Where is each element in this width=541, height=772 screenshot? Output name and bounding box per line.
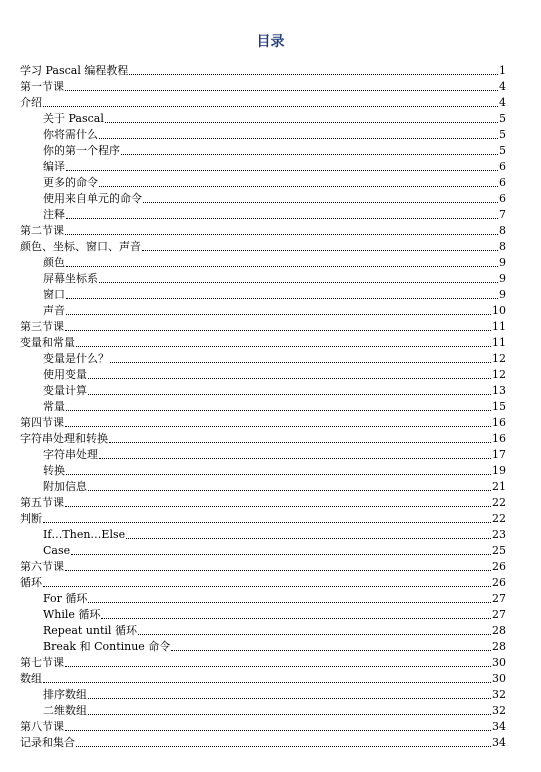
toc-entry[interactable]: [20, 653, 506, 669]
toc-dot-leader: [143, 200, 498, 203]
toc-entry-page-number: 9: [499, 288, 506, 301]
toc-dot-leader: [99, 456, 491, 459]
toc-entry-page-number: 17: [492, 448, 506, 461]
toc-entry-page-number: 7: [499, 208, 506, 221]
toc-entry-label: While 循环: [43, 608, 101, 621]
toc-entry-label: 第四节课: [20, 416, 64, 429]
toc-entry-page-number: 4: [499, 80, 506, 93]
toc-entry-page-number: 12: [492, 368, 506, 381]
toc-entry-page-number: 19: [492, 464, 506, 477]
toc-entry[interactable]: [20, 493, 506, 509]
toc-dot-leader: [88, 376, 491, 379]
toc-entry-label: 变量计算: [43, 384, 87, 397]
toc-entry-label: For 循环: [43, 592, 88, 605]
toc-dot-leader: [105, 120, 498, 123]
toc-entry[interactable]: [20, 445, 506, 461]
toc-entry[interactable]: [20, 109, 506, 125]
toc-dot-leader: [65, 328, 491, 331]
toc-entry[interactable]: [20, 397, 506, 413]
toc-dot-leader: [142, 248, 498, 251]
toc-entry-label: 更多的命令: [43, 176, 98, 189]
toc-dot-leader: [66, 472, 491, 475]
toc-entry-label: 常量: [43, 400, 65, 413]
toc-entry-label: 第五节课: [20, 496, 64, 509]
toc-entry-page-number: 1: [499, 64, 506, 77]
toc-dot-leader: [66, 408, 491, 411]
toc-dot-leader: [65, 664, 491, 667]
toc-entry-label: 关于 Pascal: [43, 112, 104, 125]
toc-entry[interactable]: [20, 381, 506, 397]
toc-entry[interactable]: [20, 701, 506, 717]
toc-entry[interactable]: [20, 269, 506, 285]
toc-entry-page-number: 8: [499, 240, 506, 253]
toc-entry-page-number: 30: [492, 672, 506, 685]
toc-entry-label: 循环: [20, 576, 42, 589]
toc-entry[interactable]: [20, 669, 506, 685]
toc-dot-leader: [138, 632, 491, 635]
toc-entry[interactable]: [20, 557, 506, 573]
toc-entry-page-number: 22: [492, 496, 506, 509]
toc-entry-page-number: 30: [492, 656, 506, 669]
toc-entry-page-number: 10: [492, 304, 506, 317]
toc-entry-label: 附加信息: [43, 480, 87, 493]
toc-entry[interactable]: [20, 301, 506, 317]
toc-entry-label: 编译: [43, 160, 65, 173]
toc-dot-leader: [65, 88, 498, 91]
toc-entry-label: 介绍: [20, 96, 42, 109]
toc-entry-label: 变量是什么？: [43, 352, 109, 365]
toc-dot-leader: [121, 152, 498, 155]
toc-entry-page-number: 4: [499, 96, 506, 109]
toc-dot-leader: [88, 600, 491, 603]
toc-entry-label: 使用来自单元的命令: [43, 192, 142, 205]
toc-entry-page-number: 11: [492, 320, 506, 333]
toc-entry[interactable]: [20, 429, 506, 445]
toc-dot-leader: [129, 72, 498, 75]
toc-entry-page-number: 28: [492, 624, 506, 637]
toc-entry-page-number: 12: [492, 352, 506, 365]
toc-dot-leader: [66, 264, 498, 267]
toc-entry[interactable]: [20, 253, 506, 269]
toc-title: 目录: [256, 34, 285, 50]
toc-entry[interactable]: [20, 221, 506, 237]
toc-entry-page-number: 27: [492, 608, 506, 621]
toc-entry-label: 颜色: [43, 256, 65, 269]
toc-dot-leader: [88, 392, 491, 395]
toc-dot-leader: [43, 520, 491, 523]
toc-entry-page-number: 32: [492, 688, 506, 701]
toc-dot-leader: [43, 680, 491, 683]
toc-entry-label: 记录和集合: [20, 736, 75, 749]
toc-dot-leader: [65, 728, 491, 731]
toc-entry[interactable]: [20, 365, 506, 381]
toc-entry-page-number: 5: [499, 144, 506, 157]
toc-entry[interactable]: [20, 61, 506, 77]
toc-entry-label: 你的第一个程序: [43, 144, 120, 157]
toc-entry[interactable]: [20, 733, 506, 749]
toc-entry-page-number: 6: [499, 192, 506, 205]
toc-entry-page-number: 16: [492, 416, 506, 429]
toc-entry-page-number: 26: [492, 576, 506, 589]
toc-entry[interactable]: [20, 717, 506, 733]
toc-entry-label: 第三节课: [20, 320, 64, 333]
toc-entry-label: 排序数组: [43, 688, 87, 701]
toc-entry[interactable]: [20, 461, 506, 477]
toc-entry[interactable]: [20, 621, 506, 637]
toc-entry-page-number: 6: [499, 176, 506, 189]
toc-entry-label: 颜色、坐标、窗口、声音: [20, 240, 141, 253]
toc-entry-label: 字符串处理和转换: [20, 432, 108, 445]
toc-dot-leader: [88, 712, 491, 715]
toc-dot-leader: [65, 568, 491, 571]
toc-dot-leader: [66, 312, 491, 315]
toc-dot-leader: [66, 168, 498, 171]
toc-entry-page-number: 21: [492, 480, 506, 493]
toc-entry[interactable]: [20, 173, 506, 189]
toc-entry-page-number: 25: [492, 544, 506, 557]
toc-entry-label: 变量和常量: [20, 336, 75, 349]
toc-entry-label: 窗口: [43, 288, 65, 301]
toc-entry[interactable]: [20, 237, 506, 253]
toc-dot-leader: [43, 104, 498, 107]
toc-dot-leader: [101, 616, 491, 619]
toc-entry[interactable]: [20, 413, 506, 429]
toc-dot-leader: [76, 744, 491, 747]
toc-entry-label: 使用变量: [43, 368, 87, 381]
toc-entry-label: Repeat until 循环: [43, 624, 137, 637]
toc-entry-page-number: 16: [492, 432, 506, 445]
toc-entry[interactable]: [20, 77, 506, 93]
toc-dot-leader: [126, 536, 491, 539]
toc-entry[interactable]: [20, 141, 506, 157]
toc-entry-page-number: 27: [492, 592, 506, 605]
toc-entry[interactable]: [20, 605, 506, 621]
toc-entry-page-number: 22: [492, 512, 506, 525]
toc-dot-leader: [76, 344, 491, 347]
toc-dot-leader: [99, 280, 498, 283]
toc-entry-label: Break 和 Continue 命令: [43, 640, 171, 653]
toc-entry-page-number: 28: [492, 640, 506, 653]
toc-dot-leader: [110, 360, 491, 363]
toc-entry-page-number: 9: [499, 256, 506, 269]
toc-entry[interactable]: [20, 589, 506, 605]
toc-entry-page-number: 26: [492, 560, 506, 573]
toc-entry[interactable]: [20, 317, 506, 333]
toc-dot-leader: [66, 216, 498, 219]
toc-entry-label: 学习 Pascal 编程教程: [20, 64, 129, 77]
toc-dot-leader: [88, 488, 491, 491]
toc-dot-leader: [171, 648, 491, 651]
toc-dot-leader: [88, 696, 491, 699]
toc-entry[interactable]: [20, 349, 506, 365]
toc-dot-leader: [71, 552, 491, 555]
toc-entry[interactable]: [20, 477, 506, 493]
toc-entry-page-number: 34: [492, 720, 506, 733]
toc-entry-label: 第八节课: [20, 720, 64, 733]
toc-entry-label: 屏幕坐标系: [43, 272, 98, 285]
toc-entry-label: 第二节课: [20, 224, 64, 237]
toc-entry[interactable]: [20, 205, 506, 221]
toc-entry-label: 判断: [20, 512, 42, 525]
toc-entry-page-number: 23: [492, 528, 506, 541]
toc-entry-label: 你将需什么: [43, 128, 98, 141]
toc-entry[interactable]: [20, 333, 506, 349]
toc-entry-label: 二维数组: [43, 704, 87, 717]
toc-entry-label: 第六节课: [20, 560, 64, 573]
toc-dot-leader: [43, 584, 491, 587]
toc-entry[interactable]: [20, 189, 506, 205]
toc-dot-leader: [99, 136, 498, 139]
toc-entry[interactable]: [20, 125, 506, 141]
toc-entry-label: 第七节课: [20, 656, 64, 669]
toc-list: [20, 61, 506, 749]
toc-entry[interactable]: [20, 157, 506, 173]
toc-dot-leader: [65, 424, 491, 427]
toc-entry[interactable]: [20, 573, 506, 589]
toc-entry[interactable]: [20, 685, 506, 701]
toc-entry-page-number: 5: [499, 112, 506, 125]
toc-entry-label: 数组: [20, 672, 42, 685]
toc-entry-label: 字符串处理: [43, 448, 98, 461]
toc-dot-leader: [65, 504, 491, 507]
toc-entry[interactable]: [20, 525, 506, 541]
toc-entry-page-number: 32: [492, 704, 506, 717]
toc-entry-label: 注释: [43, 208, 65, 221]
toc-entry-page-number: 34: [492, 736, 506, 749]
toc-entry[interactable]: [20, 285, 506, 301]
toc-entry-page-number: 8: [499, 224, 506, 237]
toc-entry[interactable]: [20, 509, 506, 525]
toc-entry[interactable]: [20, 541, 506, 557]
toc-entry-page-number: 15: [492, 400, 506, 413]
toc-dot-leader: [99, 184, 498, 187]
toc-entry-label: 声音: [43, 304, 65, 317]
toc-entry-page-number: 9: [499, 272, 506, 285]
toc-entry-page-number: 13: [492, 384, 506, 397]
toc-entry-label: 第一节课: [20, 80, 64, 93]
toc-entry-label: If…Then…Else: [43, 528, 126, 541]
toc-entry-page-number: 5: [499, 128, 506, 141]
toc-dot-leader: [109, 440, 491, 443]
toc-entry[interactable]: [20, 637, 506, 653]
toc-entry-page-number: 6: [499, 160, 506, 173]
toc-entry-label: 转换: [43, 464, 65, 477]
toc-dot-leader: [66, 296, 498, 299]
toc-entry[interactable]: [20, 93, 506, 109]
toc-entry-page-number: 11: [492, 336, 506, 349]
toc-dot-leader: [65, 232, 498, 235]
toc-entry-label: Case: [43, 544, 71, 557]
